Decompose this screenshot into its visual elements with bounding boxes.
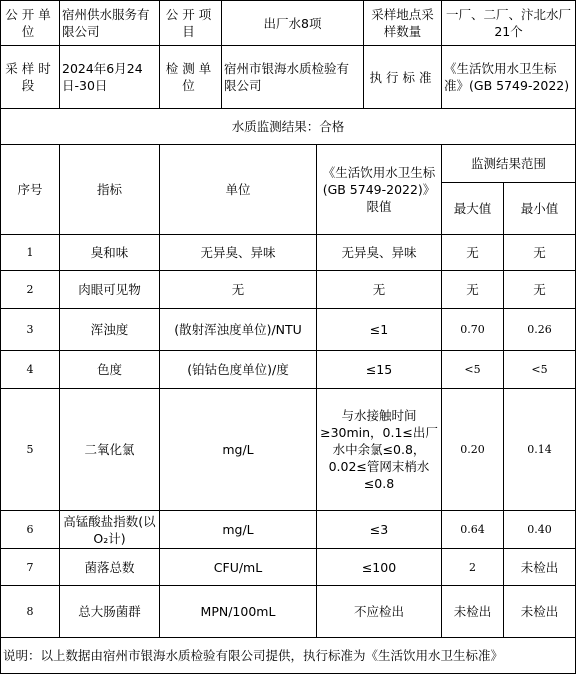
row-limit: 与水接触时间≥30min，0.1≤出厂水中余氯≤0.8，0.02≤管网末梢水≤0.8 xyxy=(317,389,442,511)
row-no: 1 xyxy=(1,235,60,271)
row-indicator: 菌落总数 xyxy=(60,549,160,586)
col-header-limit: 《生活饮用水卫生标(GB 5749-2022)》限值 xyxy=(317,145,442,235)
row-max: <5 xyxy=(442,351,504,389)
row-no: 7 xyxy=(1,549,60,586)
row-indicator: 肉眼可见物 xyxy=(60,271,160,309)
col-header-indicator: 指标 xyxy=(60,145,160,235)
row-indicator: 总大肠菌群 xyxy=(60,586,160,638)
row-max: 未检出 xyxy=(442,586,504,638)
table-row xyxy=(1,351,576,389)
row-min: 未检出 xyxy=(504,549,576,586)
testing-org-value: 宿州市银海水质检验有限公司 xyxy=(222,46,364,109)
standard-value: 《生活饮用水卫生标准》(GB 5749-2022) xyxy=(442,46,576,109)
column-header-row-1 xyxy=(1,145,576,183)
row-min: 未检出 xyxy=(504,586,576,638)
row-max: 无 xyxy=(442,271,504,309)
result-title: 水质监测结果：合格 xyxy=(1,109,576,145)
row-min: 无 xyxy=(504,235,576,271)
row-max: 0.20 xyxy=(442,389,504,511)
row-unit: mg/L xyxy=(160,389,317,511)
table-row xyxy=(1,389,576,511)
table-row xyxy=(1,271,576,309)
table-row xyxy=(1,235,576,271)
row-max: 2 xyxy=(442,549,504,586)
row-limit: 不应检出 xyxy=(317,586,442,638)
site-label: 采样地点采样数量 xyxy=(364,1,442,46)
row-limit: ≤100 xyxy=(317,549,442,586)
row-unit: mg/L xyxy=(160,511,317,549)
publisher-label: 公开单位 xyxy=(1,1,60,46)
header-row-1 xyxy=(1,1,576,46)
row-limit: 无异臭、异味 xyxy=(317,235,442,271)
row-unit: 无 xyxy=(160,271,317,309)
row-unit: CFU/mL xyxy=(160,549,317,586)
table-row xyxy=(1,511,576,549)
row-min: 0.26 xyxy=(504,309,576,351)
row-max: 0.70 xyxy=(442,309,504,351)
row-limit: 无 xyxy=(317,271,442,309)
col-header-min: 最小值 xyxy=(504,183,576,235)
standard-label: 执行标准 xyxy=(364,46,442,109)
row-unit: (铂钴色度单位)/度 xyxy=(160,351,317,389)
item-label: 公开项目 xyxy=(160,1,222,46)
header-row-2 xyxy=(1,46,576,109)
row-indicator: 高锰酸盐指数(以O₂计) xyxy=(60,511,160,549)
row-no: 8 xyxy=(1,586,60,638)
table-row xyxy=(1,309,576,351)
row-no: 5 xyxy=(1,389,60,511)
col-header-range: 监测结果范围 xyxy=(442,145,576,183)
row-min: 0.40 xyxy=(504,511,576,549)
col-header-no: 序号 xyxy=(1,145,60,235)
footer-row xyxy=(1,638,576,674)
row-no: 3 xyxy=(1,309,60,351)
row-max: 0.64 xyxy=(442,511,504,549)
publisher-value: 宿州供水服务有限公司 xyxy=(60,1,160,46)
row-no: 6 xyxy=(1,511,60,549)
testing-org-label: 检测单位 xyxy=(160,46,222,109)
table-row xyxy=(1,586,576,638)
sampling-time-value: 2024年6月24日-30日 xyxy=(60,46,160,109)
row-limit: ≤15 xyxy=(317,351,442,389)
row-unit: (散射浑浊度单位)/NTU xyxy=(160,309,317,351)
row-no: 2 xyxy=(1,271,60,309)
col-header-max: 最大值 xyxy=(442,183,504,235)
result-title-row xyxy=(1,109,576,145)
row-indicator: 色度 xyxy=(60,351,160,389)
row-min: 0.14 xyxy=(504,389,576,511)
row-min: 无 xyxy=(504,271,576,309)
row-indicator: 臭和味 xyxy=(60,235,160,271)
row-unit: 无异臭、异味 xyxy=(160,235,317,271)
table-row xyxy=(1,549,576,586)
site-value: 一厂、二厂、汴北水厂 21个 xyxy=(442,1,576,46)
col-header-unit: 单位 xyxy=(160,145,317,235)
row-unit: MPN/100mL xyxy=(160,586,317,638)
row-indicator: 浑浊度 xyxy=(60,309,160,351)
row-limit: ≤3 xyxy=(317,511,442,549)
row-min: <5 xyxy=(504,351,576,389)
footer-note: 说明：以上数据由宿州市银海水质检验有限公司提供，执行标准为《生活饮用水卫生标准》 xyxy=(1,638,576,674)
row-indicator: 二氧化氯 xyxy=(60,389,160,511)
row-max: 无 xyxy=(442,235,504,271)
sampling-time-label: 采样时段 xyxy=(1,46,60,109)
row-no: 4 xyxy=(1,351,60,389)
row-limit: ≤1 xyxy=(317,309,442,351)
item-value: 出厂水8项 xyxy=(222,1,364,46)
